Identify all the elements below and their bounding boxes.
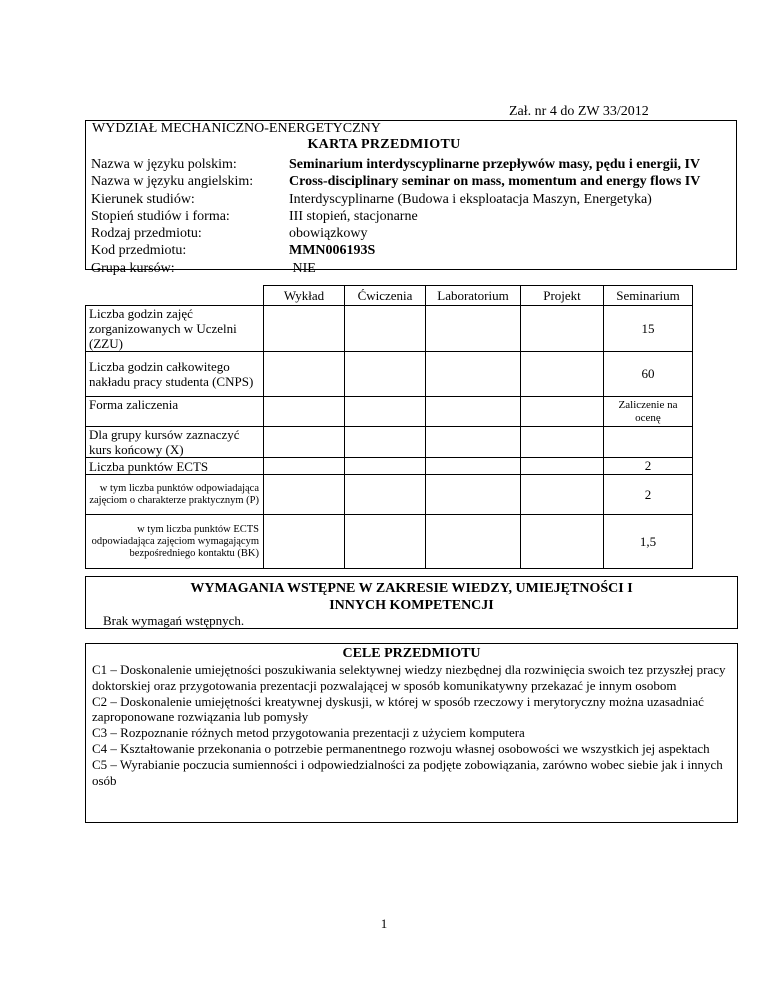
cell	[426, 397, 521, 427]
row-label: Forma zaliczenia	[86, 397, 264, 427]
table-header-row	[86, 286, 693, 306]
row-label: w tym liczba punktów ECTS odpowiadająca zajęciom wymagającym bezpośredniego kontaktu (BK)	[86, 515, 264, 569]
cell	[264, 458, 345, 475]
cell: Zaliczenie na ocenę	[604, 397, 693, 427]
cell	[521, 306, 604, 352]
table-row	[86, 306, 693, 352]
cell	[521, 427, 604, 458]
requirements-title-text: WYMAGANIA WSTĘPNE W ZAKRESIE WIEDZY, UMIEJĘTNOŚCI I INNYCH KOMPETENCJI	[190, 581, 633, 613]
table-row	[86, 458, 693, 475]
info-labels	[91, 156, 253, 277]
info-label: Stopień studiów i forma:	[91, 208, 230, 224]
cell	[345, 475, 426, 515]
info-label: Kod przedmiotu:	[91, 243, 187, 259]
cell	[521, 515, 604, 569]
field-of-study: Interdyscyplinarne (Budowa i eksploatacja Maszyn, Energetyka)	[289, 191, 652, 207]
row-label: Liczba godzin całkowitego nakładu pracy studenta (CNPS)	[86, 352, 264, 397]
cell	[264, 397, 345, 427]
cell	[345, 427, 426, 458]
course-name-polish: Seminarium interdyscyplinarne przepływów masy, pędu i energii, IV	[289, 157, 701, 172]
header-laboratory: Laboratorium	[426, 286, 521, 306]
info-label: Grupa kursów:	[91, 260, 175, 276]
info-label: Nazwa w języku angielskim:	[91, 174, 254, 190]
info-label: Rodzaj przedmiotu:	[91, 226, 202, 242]
study-level: III stopień, stacjonarne	[289, 208, 418, 224]
cell	[264, 352, 345, 397]
cell: 60	[604, 352, 693, 397]
row-label: w tym liczba punktów odpowiadająca zajęciom o charakterze praktycznym (P)	[86, 475, 264, 515]
cell	[345, 397, 426, 427]
page-number: 1	[380, 916, 388, 931]
header-project: Projekt	[521, 286, 604, 306]
course-type: obowiązkowy	[289, 226, 368, 242]
cell: 15	[604, 306, 693, 352]
cell	[521, 397, 604, 427]
course-group: NIE	[289, 260, 316, 276]
cell	[521, 352, 604, 397]
goal-item: C5 – Wyrabianie poczucia sumienności i odpowiedzialności za podjęte zobowiązania, zarówno wobec siebie jak i innych osób	[92, 756, 723, 788]
requirements-title	[85, 580, 738, 614]
header-seminar: Seminarium	[604, 286, 693, 306]
cell	[426, 352, 521, 397]
table-row	[86, 352, 693, 397]
goal-item: C3 – Rozpoznanie różnych metod przygotowania prezentacji z użyciem komputera	[92, 725, 525, 741]
row-label: Dla grupy kursów zaznaczyć kurs końcowy (X)	[86, 427, 264, 458]
requirements-text: Brak wymagań wstępnych.	[103, 613, 245, 628]
cell: 2	[604, 458, 693, 475]
course-name-english: Cross-disciplinary seminar on mass, momentum and energy flows IV	[289, 174, 701, 190]
goals-list	[92, 662, 732, 788]
hours-table	[85, 285, 693, 569]
cell	[264, 475, 345, 515]
cell	[521, 475, 604, 515]
goal-item: C1 – Doskonalenie umiejętności poszukiwania selektywnej wiedzy niezbędnej dla rozwinięcia swoich tez przyszłej pracy doktorskiej oraz przygotowania prezentacji pozwalającej w sposób komunikatywny przekazać je innym osobom	[92, 662, 726, 693]
table-row	[86, 427, 693, 458]
info-label: Nazwa w języku polskim:	[91, 157, 237, 172]
cell	[264, 427, 345, 458]
table-row	[86, 397, 693, 427]
cell	[426, 475, 521, 515]
cell	[345, 306, 426, 352]
course-code: MMN006193S	[289, 243, 376, 259]
cell	[521, 458, 604, 475]
cell	[426, 427, 521, 458]
attachment-reference: Zał. nr 4 do ZW 33/2012	[509, 104, 649, 119]
cell	[345, 352, 426, 397]
empty-corner	[86, 286, 264, 306]
cell	[264, 515, 345, 569]
goals-title: CELE PRZEDMIOTU	[342, 646, 481, 661]
row-label: Liczba punktów ECTS	[86, 458, 264, 475]
cell: 1,5	[604, 515, 693, 569]
card-title: KARTA PRZEDMIOTU	[307, 137, 461, 152]
cell	[604, 427, 693, 458]
cell	[426, 515, 521, 569]
header-lecture: Wykład	[264, 286, 345, 306]
cell	[264, 306, 345, 352]
cell: 2	[604, 475, 693, 515]
info-values	[289, 156, 700, 277]
table-row	[86, 515, 693, 569]
goal-item: C2 – Doskonalenie umiejętności kreatywnej dyskusji, w której w sposób rzeczowy i merytoryczny można uzasadniać zaproponowane rozwiązania lub pomysły	[92, 693, 704, 725]
table-row	[86, 475, 693, 515]
cell	[345, 458, 426, 475]
cell	[426, 458, 521, 475]
faculty-name: WYDZIAŁ MECHANICZNO-ENERGETYCZNY	[92, 121, 381, 136]
cell	[345, 515, 426, 569]
header-exercises: Ćwiczenia	[345, 286, 426, 306]
cell	[426, 306, 521, 352]
goal-item: C4 – Kształtowanie przekonania o potrzebie permanentnego rozwoju własnej osobowości we wszystkich jej aspektach	[92, 740, 710, 756]
row-label: Liczba godzin zajęć zorganizowanych w Uczelni (ZZU)	[86, 306, 264, 352]
info-label: Kierunek studiów:	[91, 191, 195, 207]
